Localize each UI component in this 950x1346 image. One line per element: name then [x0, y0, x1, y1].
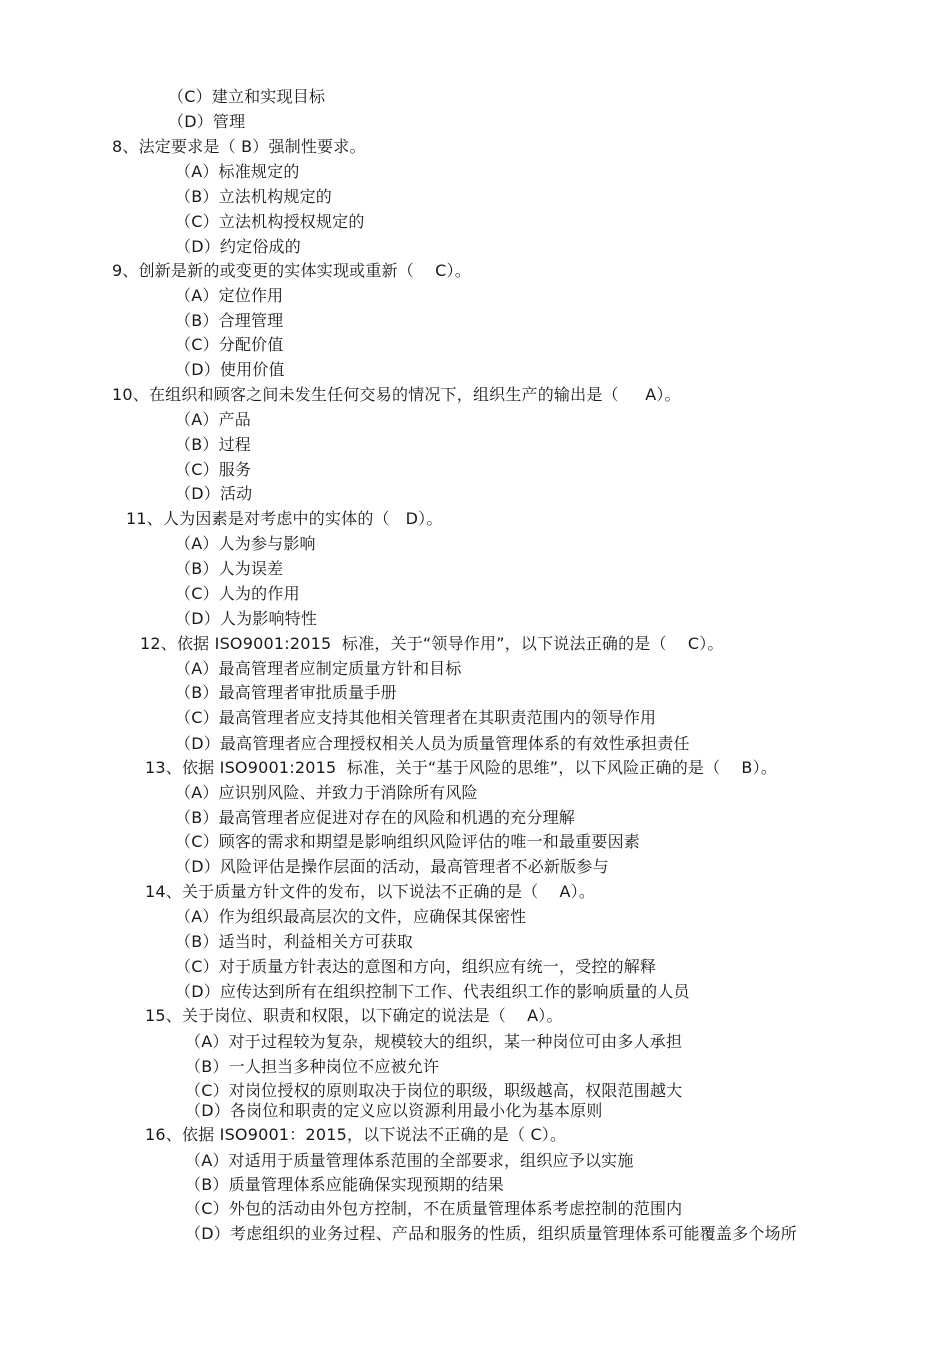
option-d: （D）考虑组织的业务过程、产品和服务的性质，组织质量管理体系可能覆盖多个场所 [185, 1224, 797, 1243]
option-c: （C）对岗位授权的原则取决于岗位的职级，职级越高，权限范围越大 [185, 1081, 683, 1100]
option-c: （C）人为的作用 [175, 584, 300, 603]
option-d: （D）约定俗成的 [175, 237, 301, 256]
option-c: （C）顾客的需求和期望是影响组织风险评估的唯一和最重要因素 [175, 832, 640, 851]
option-c: （C）分配价值 [175, 335, 284, 354]
option-c: （C）对于质量方针表达的意图和方向，组织应有统一，受控的解释 [175, 957, 657, 976]
option-c: （C）建立和实现目标 [168, 87, 326, 106]
question-13: 13、依据 ISO9001:2015 标准，关于“基于风险的思维”，以下风险正确的是（ B）。 [145, 758, 778, 777]
option-d: （D）活动 [175, 484, 253, 503]
option-a: （A）对适用于质量管理体系范围的全部要求，组织应予以实施 [185, 1151, 634, 1170]
question-12: 12、依据 ISO9001:2015 标准，关于“领导作用”，以下说法正确的是（ C）。 [140, 634, 724, 653]
option-d: （D）管理 [168, 112, 246, 131]
option-a: （A）应识别风险、并致力于消除所有风险 [175, 783, 478, 802]
question-16: 16、依据 ISO9001：2015，以下说法不正确的是（ C）。 [145, 1125, 567, 1144]
option-b: （B）人为误差 [175, 559, 284, 578]
option-c: （C）服务 [175, 460, 252, 479]
option-d: （D）各岗位和职责的定义应以资源利用最小化为基本原则 [185, 1101, 603, 1120]
option-a: （A）标准规定的 [175, 162, 300, 181]
question-9: 9、创新是新的或变更的实体实现或重新（ C）。 [112, 261, 471, 280]
question-8: 8、法定要求是（ B）强制性要求。 [112, 137, 366, 156]
question-15: 15、关于岗位、职责和权限，以下确定的说法是（ A）。 [145, 1006, 563, 1025]
question-11: 11、人为因素是对考虑中的实体的（ D）。 [126, 509, 443, 528]
option-b: （B）最高管理者应促进对存在的风险和机遇的充分理解 [175, 808, 575, 827]
option-a: （A）对于过程较为复杂，规模较大的组织，某一种岗位可由多人承担 [185, 1032, 683, 1051]
option-a: （A）定位作用 [175, 286, 284, 305]
option-b: （B）过程 [175, 435, 251, 454]
option-a: （A）产品 [175, 410, 251, 429]
option-d: （D）使用价值 [175, 360, 285, 379]
option-b: （B）适当时，利益相关方可获取 [175, 932, 413, 951]
option-d: （D）风险评估是操作层面的活动，最高管理者不必新版参与 [175, 857, 609, 876]
option-c: （C）最高管理者应支持其他相关管理者在其职责范围内的领导作用 [175, 708, 657, 727]
question-14: 14、关于质量方针文件的发布，以下说法不正确的是（ A）。 [145, 882, 596, 901]
option-b: （B）立法机构规定的 [175, 187, 332, 206]
option-b: （B）最高管理者审批质量手册 [175, 683, 397, 702]
option-c: （C）立法机构授权规定的 [175, 212, 365, 231]
question-10: 10、在组织和顾客之间未发生任何交易的情况下，组织生产的输出是（ A）。 [112, 385, 681, 404]
option-d: （D）最高管理者应合理授权相关人员为质量管理体系的有效性承担责任 [175, 734, 690, 753]
option-c: （C）外包的活动由外包方控制，不在质量管理体系考虑控制的范围内 [185, 1199, 683, 1218]
option-a: （A）作为组织最高层次的文件，应确保其保密性 [175, 907, 527, 926]
option-b: （B）一人担当多种岗位不应被允许 [185, 1057, 440, 1076]
option-d: （D）应传达到所有在组织控制下工作、代表组织工作的影响质量的人员 [175, 982, 690, 1001]
option-b: （B）合理管理 [175, 311, 284, 330]
option-a: （A）最高管理者应制定质量方针和目标 [175, 659, 462, 678]
option-d: （D）人为影响特性 [175, 609, 318, 628]
option-a: （A）人为参与影响 [175, 534, 316, 553]
option-b: （B）质量管理体系应能确保实现预期的结果 [185, 1175, 504, 1194]
